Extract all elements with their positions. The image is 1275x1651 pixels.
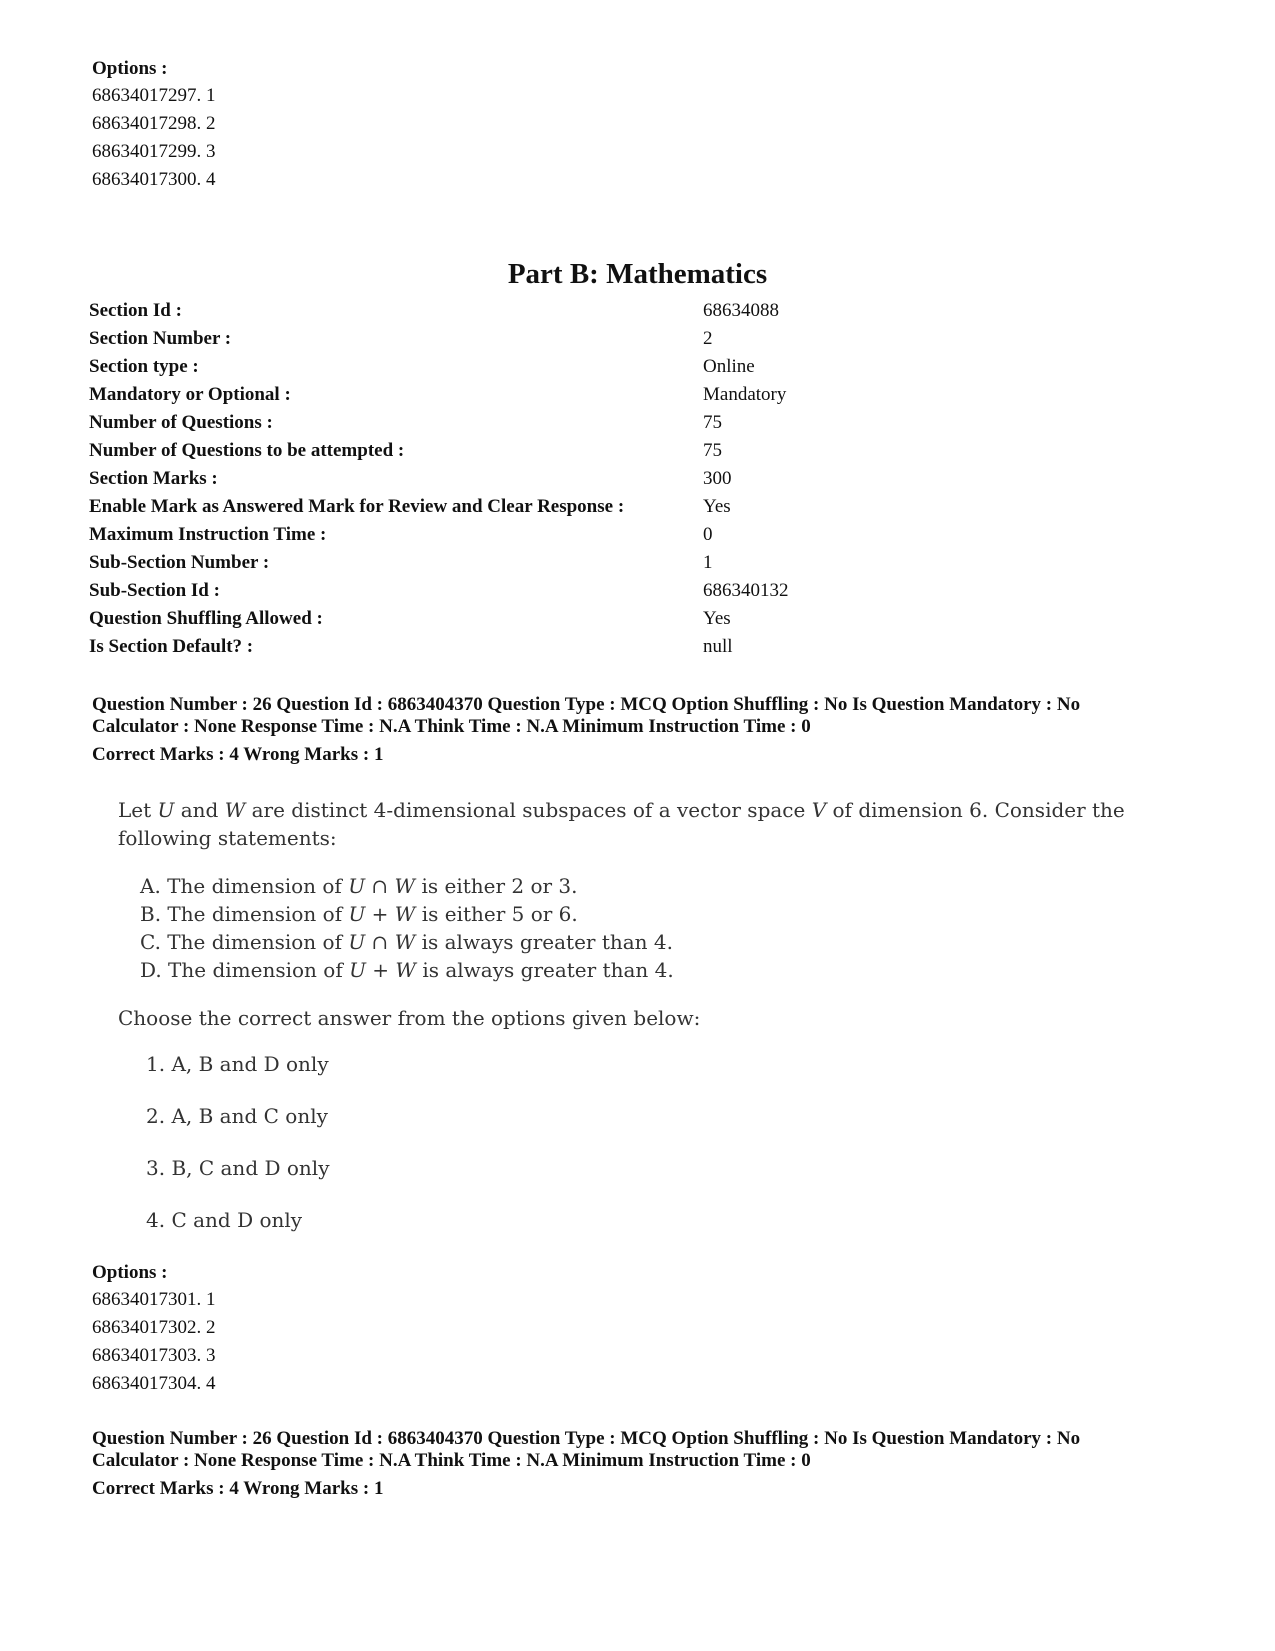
section-label: Is Section Default? :	[89, 636, 254, 657]
option-item: 68634017300. 4	[92, 169, 216, 190]
section-label: Number of Questions :	[89, 412, 273, 433]
section-value: 1	[703, 552, 713, 573]
answer-choice: 1. A, B and D only	[146, 1052, 329, 1076]
section-value: 0	[703, 524, 713, 545]
section-label: Enable Mark as Answered Mark for Review and Clear Response :	[89, 496, 625, 517]
section-label: Section Number :	[89, 328, 232, 349]
section-value: Yes	[703, 496, 731, 517]
question-meta-line: Question Number : 26 Question Id : 6863404370 Question Type : MCQ Option Shuffling : No Is Question Mandatory : No	[92, 1428, 1081, 1449]
options-list	[92, 1286, 216, 1398]
answer-choice: 3. B, C and D only	[146, 1156, 330, 1180]
option-item: 68634017297. 1	[92, 85, 216, 106]
option-item: 68634017303. 3	[92, 1345, 216, 1366]
question-meta-line: Calculator : None Response Time : N.A Think Time : N.A Minimum Instruction Time : 0	[92, 716, 811, 737]
section-label: Section Marks :	[89, 468, 218, 489]
section-value: null	[703, 636, 733, 657]
options-heading-top: Options :	[92, 58, 168, 79]
statement-list	[140, 872, 1138, 984]
section-value: 75	[703, 440, 722, 461]
question-body	[118, 796, 1138, 1258]
section-label: Sub-Section Id :	[89, 580, 220, 601]
statement-item: D. The dimension of U + W is always greater than 4.	[140, 958, 674, 982]
answer-choice: 4. C and D only	[146, 1208, 303, 1232]
statement-item: B. The dimension of U + W is either 5 or 6.	[140, 902, 578, 926]
section-label: Section type :	[89, 356, 199, 377]
statement-item: C. The dimension of U ∩ W is always greater than 4.	[140, 930, 673, 954]
section-value: Mandatory	[703, 384, 787, 405]
question-meta	[92, 694, 1212, 766]
section-label: Mandatory or Optional :	[89, 384, 291, 405]
part-title: Part B: Mathematics	[507, 258, 768, 290]
option-item: 68634017298. 2	[92, 113, 216, 134]
question-meta-line: Calculator : None Response Time : N.A Think Time : N.A Minimum Instruction Time : 0	[92, 1450, 811, 1471]
section-value: 300	[703, 468, 732, 489]
question-stem: Let U and W are distinct 4-dimensional subspaces of a vector space V of dimension 6. Consider the following statements:	[118, 798, 1125, 850]
statement-item: A. The dimension of U ∩ W is either 2 or 3.	[140, 874, 578, 898]
option-item: 68634017302. 2	[92, 1317, 216, 1338]
section-label: Question Shuffling Allowed :	[89, 608, 323, 629]
section-value: Online	[703, 356, 755, 377]
question-marks: Correct Marks : 4 Wrong Marks : 1	[92, 1478, 384, 1499]
section-value: 686340132	[703, 580, 789, 601]
section-label: Section Id :	[89, 300, 182, 321]
section-label: Maximum Instruction Time :	[89, 524, 327, 545]
option-item: 68634017301. 1	[92, 1289, 216, 1310]
option-item: 68634017299. 3	[92, 141, 216, 162]
option-item: 68634017304. 4	[92, 1373, 216, 1394]
section-value: 2	[703, 328, 713, 349]
section-label: Sub-Section Number :	[89, 552, 270, 573]
question-marks: Correct Marks : 4 Wrong Marks : 1	[92, 744, 384, 765]
options-list-top	[92, 82, 216, 194]
question-meta	[92, 1428, 1212, 1500]
question-meta-line: Question Number : 26 Question Id : 6863404370 Question Type : MCQ Option Shuffling : No Is Question Mandatory : No	[92, 694, 1081, 715]
section-value: 75	[703, 412, 722, 433]
answer-choice: 2. A, B and C only	[146, 1104, 328, 1128]
choose-instruction: Choose the correct answer from the options given below:	[118, 1006, 701, 1030]
section-value: 68634088	[703, 300, 779, 321]
options-heading: Options :	[92, 1262, 168, 1283]
answer-choices	[146, 1050, 1138, 1258]
section-label: Number of Questions to be attempted :	[89, 440, 405, 461]
section-value: Yes	[703, 608, 731, 629]
